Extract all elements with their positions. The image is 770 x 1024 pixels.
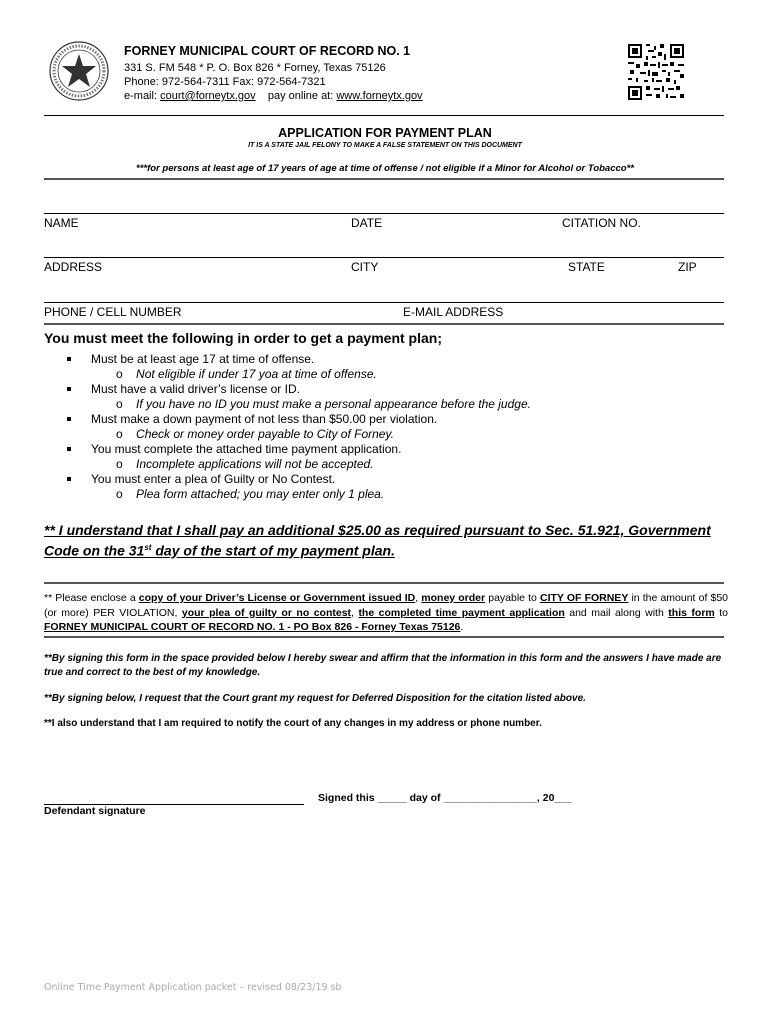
requirements-list [64,352,724,502]
requirement-subtext: Check or money order payable to City of Forney. [136,427,394,441]
court-phone-fax: Phone: 972-564-7311 Fax: 972-564-7321 [124,76,326,88]
double-divider [44,582,724,584]
list-item [64,352,724,367]
list-subitem [64,487,724,502]
requirements-heading: You must meet the following in order to get a payment plan; [44,330,442,346]
requirement-subtext: Not eligible if under 17 yoa at time of offense. [136,367,377,381]
email-label: e-mail: [124,90,158,102]
address-label: ADDRESS [44,260,103,274]
city-label: CITY [351,260,379,274]
field-line-phone[interactable] [44,302,724,303]
court-address: 331 S. FM 548 * P. O. Box 826 * Forney, Texas 75126 [124,62,386,74]
website-link[interactable]: www.forneytx.gov [336,90,423,102]
enclose-plea: your plea of guilty or no contest [181,606,352,619]
notify-statement: **I also understand that I am required to notify the court of any changes in my address or phone number. [44,718,542,729]
swear-statement: **By signing this form in the space provided below I hereby swear and affirm that the information in this form and the answers I have made are true and correct to the best of my knowledge. [44,653,722,678]
enclose-text: , [351,606,359,619]
list-subitem [64,457,724,472]
list-item [64,412,724,427]
enclose-text: . [460,621,464,633]
enclose-text: in the amount of $50 (or more) PER VIOLATION, [44,592,728,619]
list-subitem [64,427,724,442]
court-name: FORNEY MUNICIPAL COURT OF RECORD NO. 1 [124,44,411,58]
enclose-money-order: money order [421,592,486,604]
circle-bullet-icon: o [116,367,123,381]
court-email-link[interactable]: court@forneytx.gov [160,90,256,102]
double-divider [44,323,724,325]
email-label: E-MAIL ADDRESS [403,305,504,319]
enclose-instructions [44,591,728,635]
city-seal-icon [48,40,110,102]
circle-bullet-icon: o [116,397,123,411]
requirement-text: Must be at least age 17 at time of offense. [91,352,315,366]
requirement-text: You must complete the attached time payment application. [91,442,402,456]
circle-bullet-icon: o [116,427,123,441]
requirement-subtext: Incomplete applications will not be accepted. [136,457,374,471]
date-label: DATE [351,216,383,230]
requirement-text: You must enter a plea of Guilty or No Contest. [91,472,336,486]
double-divider [44,636,724,638]
signature-label: Defendant signature [44,805,146,817]
requirement-text: Must have a valid driver’s license or ID. [91,382,300,396]
double-divider [44,178,724,180]
requirement-text: Must make a down payment of not less than $50.00 per violation. [91,412,438,426]
header-divider [44,115,724,116]
phone-label: PHONE / CELL NUMBER [44,305,182,319]
bullet-icon [67,447,71,451]
qr-code-icon[interactable] [628,44,684,100]
bullet-icon [67,357,71,361]
list-item [64,442,724,457]
bullet-icon [67,387,71,391]
list-item [64,472,724,487]
fee-notice-text: ** I understand that I shall pay an additional $25.00 as required pursuant to Sec. 51.921, Government Code on the 31 [44,522,711,559]
citation-label: CITATION NO. [562,216,641,230]
eligibility-note: ***for persons at least age of 17 years of age at time of offense / not eligible if a Minor for Alcohol or Tobacco** [136,163,634,174]
footer-revision: Online Time Payment Application packet – revised 08/23/19 sb [44,982,342,993]
list-subitem [64,397,724,412]
list-item [64,382,724,397]
court-contact-line [124,89,423,103]
bullet-icon [67,477,71,481]
circle-bullet-icon: o [116,457,123,471]
requirement-subtext: Plea form attached; you may enter only 1 plea. [136,487,385,501]
signed-date-line[interactable]: Signed this _____ day of ________________, 20___ [318,792,572,804]
fee-notice-text-end: day of the start of my payment plan. [151,542,395,559]
form-title: APPLICATION FOR PAYMENT PLAN [278,126,492,140]
enclose-text: and mail along with [564,606,669,619]
enclose-text: to [714,606,728,619]
pay-online-label: pay online at: [267,90,334,102]
enclose-id-copy: copy of your Driver’s License or Government issued ID [138,592,416,604]
field-line-name[interactable] [44,213,724,214]
felony-warning: IT IS A STATE JAIL FELONY TO MAKE A FALSE STATEMENT ON THIS DOCUMENT [248,142,522,149]
list-subitem [64,367,724,382]
additional-fee-notice [44,522,728,560]
enclose-payee: CITY OF FORNEY [540,592,629,604]
circle-bullet-icon: o [116,487,123,501]
enclose-mailing-address: FORNEY MUNICIPAL COURT OF RECORD NO. 1 - PO Box 826 - Forney Texas 75126 [44,621,461,633]
deferred-statement: **By signing below, I request that the Court grant my request for Deferred Disposition for the citation listed above. [44,693,586,704]
zip-label: ZIP [678,260,697,274]
bullet-icon [67,417,71,421]
fee-notice-sup: st [144,543,152,552]
enclose-text: ** Please enclose a [44,592,139,604]
requirement-subtext: If you have no ID you must make a personal appearance before the judge. [136,397,531,411]
enclose-text: payable to [485,592,541,604]
enclose-this-form: this form [668,606,715,619]
enclose-text: , [415,592,422,604]
state-label: STATE [568,260,605,274]
name-label: NAME [44,216,79,230]
enclose-application: the completed time payment application [358,606,565,619]
field-line-address[interactable] [44,257,724,258]
